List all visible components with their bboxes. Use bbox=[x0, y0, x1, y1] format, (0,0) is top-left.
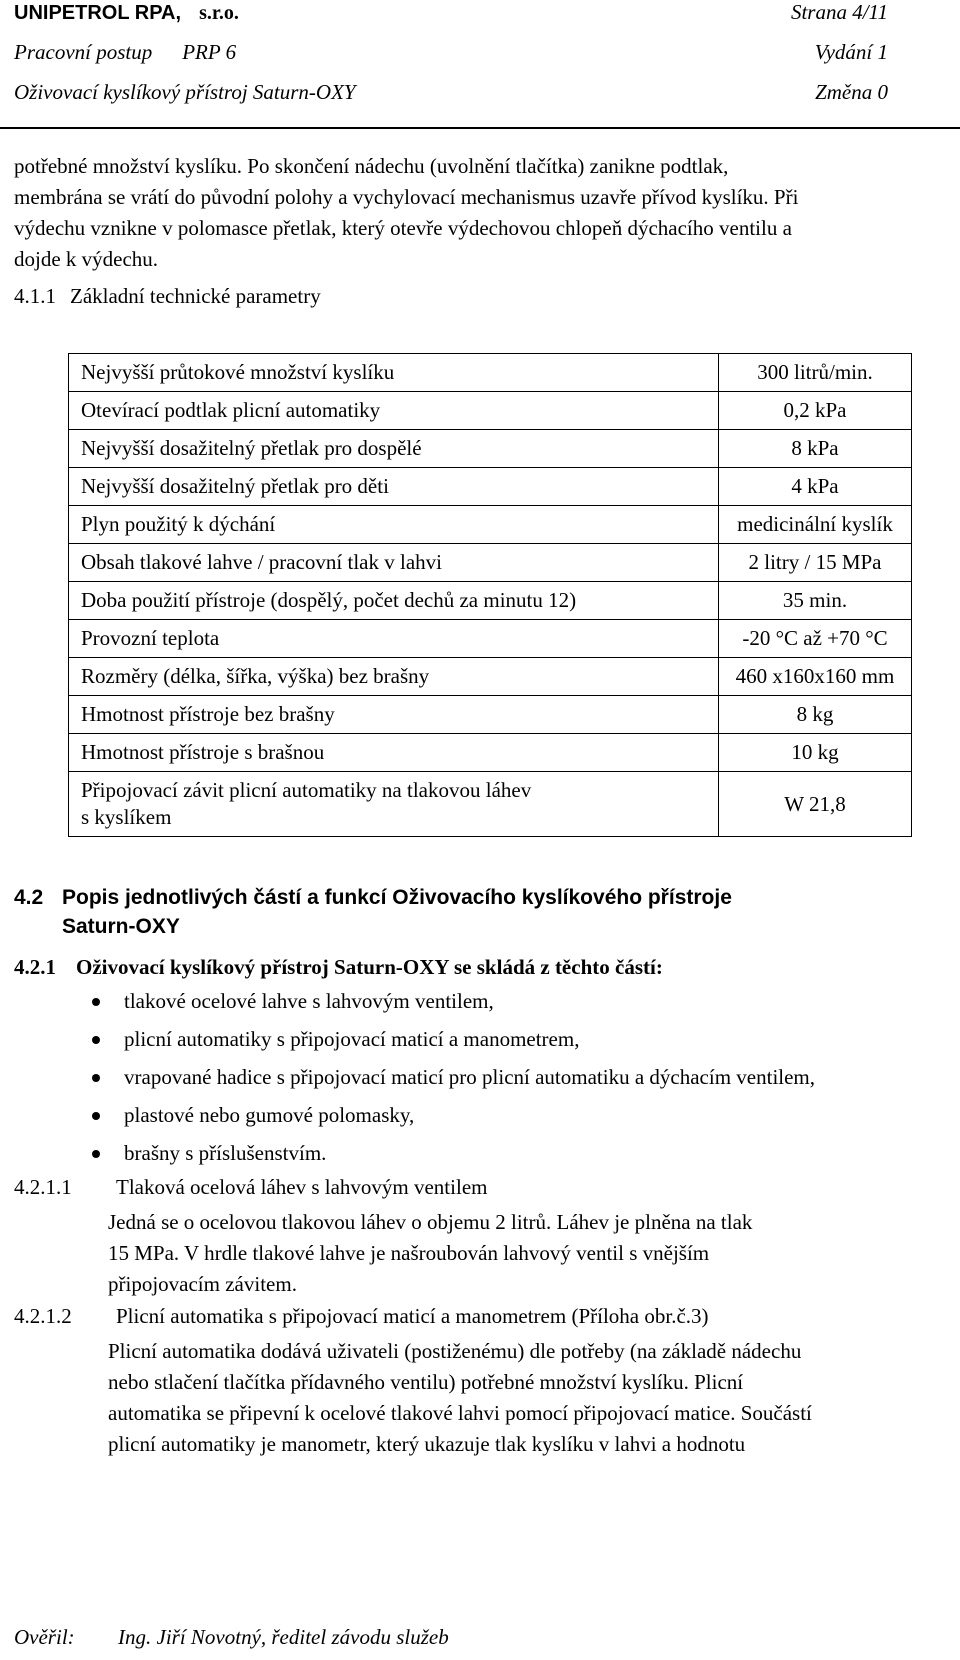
table-row bbox=[69, 544, 912, 582]
company-suffix: s.r.o. bbox=[199, 2, 239, 24]
bullet-icon bbox=[92, 1036, 100, 1044]
param-label: Provozní teplota bbox=[69, 620, 719, 658]
section-4211-heading bbox=[14, 1175, 487, 1200]
table-row bbox=[69, 658, 912, 696]
param-value: 300 litrů/min. bbox=[719, 354, 912, 392]
intro-line: membrána se vrátí do původní polohy a vychylovací mechanismus uzavře přívod kyslíku. Při bbox=[14, 185, 799, 209]
param-value: 0,2 kPa bbox=[719, 392, 912, 430]
footer-approval bbox=[14, 1625, 449, 1650]
intro-paragraph bbox=[14, 151, 914, 275]
list-item: plastové nebo gumové polomasky, bbox=[88, 1100, 815, 1138]
param-value: 460 x160x160 mm bbox=[719, 658, 912, 696]
param-value: 2 litry / 15 MPa bbox=[719, 544, 912, 582]
list-item: plicní automatiky s připojovací maticí a manometrem, bbox=[88, 1024, 815, 1062]
section-421-heading bbox=[14, 955, 663, 980]
section-42-heading bbox=[14, 883, 914, 941]
parts-list bbox=[88, 986, 815, 1176]
section-title: Základní technické parametry bbox=[70, 284, 321, 308]
section-number: 4.2.1.2 bbox=[14, 1304, 72, 1328]
page-number: Strana 4/11 bbox=[790, 0, 888, 24]
param-value: -20 °C až +70 °C bbox=[719, 620, 912, 658]
bullet-icon bbox=[92, 1074, 100, 1082]
section-title-cont: Saturn-OXY bbox=[62, 915, 180, 938]
table-row bbox=[69, 582, 912, 620]
bullet-icon bbox=[92, 1150, 100, 1158]
footer-label: Ověřil: bbox=[14, 1625, 75, 1649]
intro-line: výdechu vznikne v polomasce přetlak, který otevře výdechovou chlopeň dýchacího ventilu a bbox=[14, 216, 792, 240]
param-label: Nejvyšší průtokové množství kyslíku bbox=[69, 354, 719, 392]
header-row-3 bbox=[14, 80, 888, 112]
section-number: 4.2.1.1 bbox=[14, 1175, 72, 1199]
section-number: 4.1.1 bbox=[14, 284, 56, 308]
section-4212-heading bbox=[14, 1304, 709, 1329]
section-411-heading bbox=[14, 284, 321, 309]
section-number: 4.2 bbox=[14, 886, 44, 909]
param-label: Obsah tlakové lahve / pracovní tlak v lahvi bbox=[69, 544, 719, 582]
table-row bbox=[69, 772, 912, 837]
param-value: 8 kg bbox=[719, 696, 912, 734]
list-item: vrapované hadice s připojovací maticí pro plicní automatiku a dýchacím ventilem, bbox=[88, 1062, 815, 1100]
section-title: Popis jednotlivých částí a funkcí Oživovacího kyslíkového přístroje bbox=[62, 886, 732, 909]
param-label: Rozměry (délka, šířka, výška) bez brašny bbox=[69, 658, 719, 696]
footer-value: Ing. Jiří Novotný, ředitel závodu služeb bbox=[118, 1625, 449, 1649]
doc-type: Pracovní postup bbox=[14, 40, 153, 64]
param-label: Otevírací podtlak plicní automatiky bbox=[69, 392, 719, 430]
param-value: 8 kPa bbox=[719, 430, 912, 468]
param-label: Připojovací závit plicní automatiky na tlakovou láhev s kyslíkem bbox=[69, 772, 719, 837]
company-name: UNIPETROL RPA, bbox=[14, 2, 182, 24]
section-title: Plicní automatika s připojovací maticí a manometrem (Příloha obr.č.3) bbox=[116, 1304, 709, 1328]
table-row bbox=[69, 468, 912, 506]
section-4211-body: Jedná se o ocelovou tlakovou láhev o objemu 2 litrů. Láhev je plněna na tlak 15 MPa. V hrdle tlakové lahve je našroubován lahvový ventil s vnějším připojovacím závitem. bbox=[108, 1210, 753, 1296]
bullet-icon bbox=[92, 1112, 100, 1120]
section-title: Oživovací kyslíkový přístroj Saturn-OXY se skládá z těchto částí: bbox=[76, 955, 663, 979]
header-row-2 bbox=[14, 40, 888, 72]
section-title: Tlaková ocelová láhev s lahvovým ventilem bbox=[116, 1175, 488, 1199]
param-label: Hmotnost přístroje s brašnou bbox=[69, 734, 719, 772]
section-4212-body: Plicní automatika dodává uživateli (postiženému) dle potřeby (na základě nádechu nebo stlačení tlačítka přídavného ventilu) potřebné množství kyslíku. Plicní automatika se připevní k ocelové tlakové lahvi pomocí připojovací matice. Součástí plicní automatiky je manometr, který ukazuje tlak kyslíku v lahvi a hodnotu bbox=[108, 1339, 812, 1456]
header-divider bbox=[0, 127, 960, 129]
edition: Vydání 1 bbox=[814, 40, 888, 64]
param-label: Hmotnost přístroje bez brašny bbox=[69, 696, 719, 734]
param-value: W 21,8 bbox=[719, 772, 912, 837]
param-label: Plyn použitý k dýchání bbox=[69, 506, 719, 544]
param-value: medicinální kyslík bbox=[719, 506, 912, 544]
change-number: Změna 0 bbox=[815, 80, 888, 104]
param-label: Nejvyšší dosažitelný přetlak pro děti bbox=[69, 468, 719, 506]
doc-subject: Oživovací kyslíkový přístroj Saturn-OXY bbox=[14, 80, 356, 104]
table-row bbox=[69, 620, 912, 658]
table-row bbox=[69, 506, 912, 544]
intro-line: potřebné množství kyslíku. Po skončení nádechu (uvolnění tlačítka) zanikne podtlak, bbox=[14, 154, 729, 178]
param-value: 10 kg bbox=[719, 734, 912, 772]
intro-line: dojde k výdechu. bbox=[14, 247, 159, 271]
bullet-icon bbox=[92, 998, 100, 1006]
header-row-1 bbox=[14, 0, 888, 32]
technical-parameters-table bbox=[68, 353, 912, 837]
section-number: 4.2.1 bbox=[14, 955, 56, 979]
table-row bbox=[69, 354, 912, 392]
param-value: 35 min. bbox=[719, 582, 912, 620]
doc-code: PRP 6 bbox=[182, 40, 237, 64]
list-item: brašny s příslušenstvím. bbox=[88, 1138, 815, 1176]
param-label: Nejvyšší dosažitelný přetlak pro dospělé bbox=[69, 430, 719, 468]
list-item: tlakové ocelové lahve s lahvovým ventilem, bbox=[88, 986, 815, 1024]
param-label: Doba použití přístroje (dospělý, počet dechů za minutu 12) bbox=[69, 582, 719, 620]
table-row bbox=[69, 734, 912, 772]
table-row bbox=[69, 392, 912, 430]
param-value: 4 kPa bbox=[719, 468, 912, 506]
table-row bbox=[69, 430, 912, 468]
table-row bbox=[69, 696, 912, 734]
